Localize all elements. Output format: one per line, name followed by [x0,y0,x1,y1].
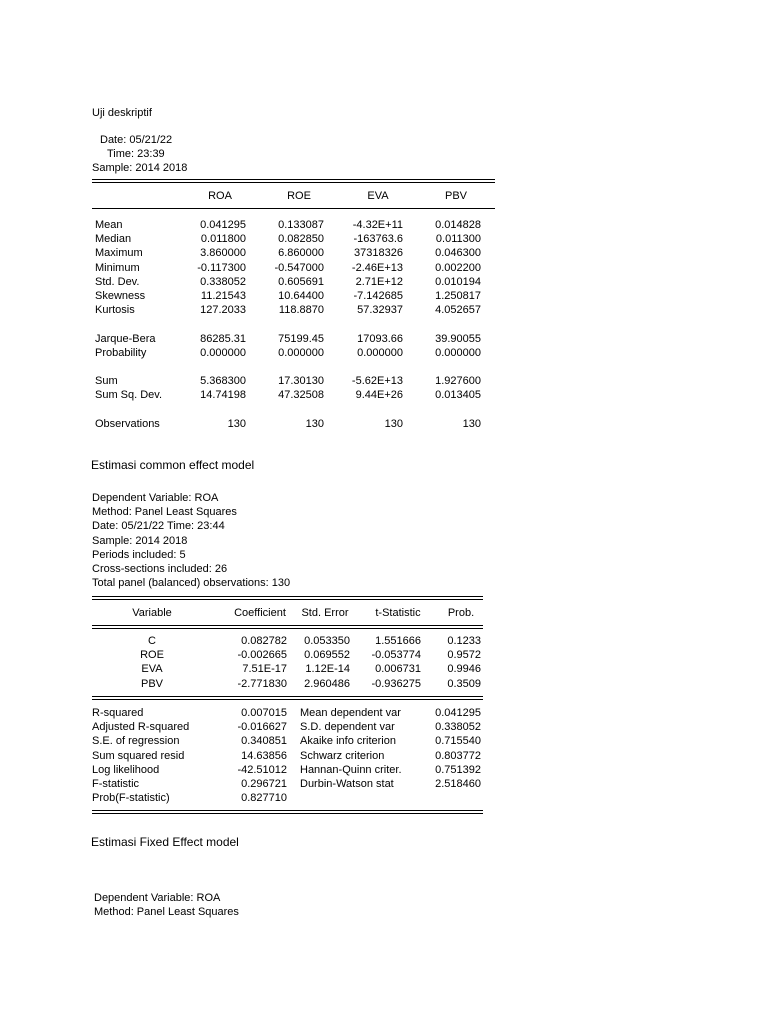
stat-label-left: R-squared [92,707,144,719]
stat-value: -4.32E+11 [352,219,403,231]
table2-bottom-rule [92,810,483,811]
column-header-roe: ROE [287,190,311,202]
stat-value: 0.046300 [435,247,481,260]
stat-label-right: Mean dependent var [300,707,401,719]
stat-value: 127.2033 [200,304,246,317]
stat-value: 3.860000 [200,247,246,260]
coef-variable: ROE [140,649,164,662]
stat-value: 75199.45 [278,332,324,345]
column-header-eva: EVA [367,190,389,202]
sample-label: Sample: 2014 2018 [92,162,188,174]
meta-line: Date: 05/21/22 Time: 23:44 [92,520,225,533]
stat-value: 0.133087 [278,219,324,231]
stat-label-right: S.D. dependent var [300,721,395,734]
table2-mid-rule [92,696,483,697]
prob-value: 0.3509 [447,677,481,690]
stat-value: 130 [384,417,403,430]
stat-value-right: 0.041295 [435,707,481,719]
stat-value: 0.010194 [435,275,481,288]
stat-value: 0.002200 [435,261,481,274]
stat-value: 0.013405 [435,389,481,402]
table2-bottom-rule-2 [92,813,483,814]
table2-top-rule-2 [92,599,483,600]
column-header-std-error: Std. Error [301,607,349,619]
stat-value: 17.30130 [278,375,324,388]
section2-heading: Estimasi common effect model [91,458,255,472]
stat-value-left: 0.007015 [241,707,287,719]
stat-label: Sum Sq. Dev. [95,389,163,402]
meta-line: Method: Panel Least Squares [92,506,237,519]
stat-label-left: Sum squared resid [92,749,185,762]
section3-heading: Estimasi Fixed Effect model [91,835,239,849]
column-header-coefficient: Coefficient [234,607,286,619]
stat-value-right: 0.338052 [435,721,481,734]
stat-value-left: 0.340851 [241,735,287,748]
meta-line: Total panel (balanced) observations: 130 [92,577,291,590]
stat-value: 39.90055 [435,332,481,345]
meta-line: Dependent Variable: ROA [94,892,221,904]
column-header-t-statistic: t-Statistic [375,607,421,619]
table2-mid-rule-2 [92,699,483,700]
table2-header-rule-2 [92,628,483,629]
stat-value: 0.082850 [278,233,324,246]
stat-value: 130 [462,417,481,430]
stat-label-left: Log likelihood [92,763,160,776]
date-label: Date: 05/21/22 [100,134,173,146]
stat-value-left: -42.51012 [237,763,287,776]
t-stat-value: 0.006731 [375,663,421,676]
table2-top-rule [92,596,483,597]
stat-label: Maximum [95,247,143,260]
stat-value: 0.011800 [200,233,246,246]
time-label: Time: 23:39 [107,148,165,160]
stat-value-left: -0.016627 [237,721,287,734]
stat-value: 0.014828 [435,219,481,231]
stat-label: Std. Dev. [95,275,140,288]
stat-label-left: F-statistic [92,778,140,790]
stat-label: Sum [95,375,118,388]
stat-value-left: 0.827710 [241,792,287,805]
stat-label: Skewness [95,290,146,302]
stat-value: 0.000000 [435,346,481,359]
stat-value: 0.338052 [200,275,246,288]
stat-value-left: 14.63856 [241,749,287,762]
stat-value-right: 2.518460 [435,778,481,790]
stat-value: 0.041295 [200,219,246,231]
stat-value: 4.052657 [435,304,481,317]
stat-value: 37318326 [354,247,403,260]
stat-value: 0.000000 [200,346,246,359]
coef-variable: C [148,635,156,647]
meta-line: Method: Panel Least Squares [94,906,239,919]
stat-label-right: Durbin-Watson stat [300,778,394,790]
meta-line: Cross-sections included: 26 [92,563,228,575]
std-error-value: 0.053350 [304,635,350,647]
stat-value: 14.74198 [200,389,246,402]
t-stat-value: -0.053774 [371,649,421,662]
stat-value: 1.927600 [435,375,481,388]
table1-top-rule-2 [92,182,495,183]
stat-value-right: 0.751392 [435,763,481,776]
stat-value: 47.32508 [278,389,324,402]
stat-value: 1.250817 [435,290,481,302]
std-error-value: 2.960486 [304,677,350,690]
prob-value: 0.9946 [447,663,481,676]
stat-value: 17093.66 [357,332,403,345]
column-header-prob: Prob. [447,607,475,619]
meta-line: Periods included: 5 [92,548,186,561]
stat-value: 2.71E+12 [355,275,403,288]
stat-label-right: Hannan-Quinn criter. [300,763,402,776]
table1-header-rule [92,208,495,209]
stat-label: Mean [95,219,123,231]
coef-value: -2.771830 [237,677,287,690]
stat-value: 5.368300 [200,375,246,388]
prob-value: 0.9572 [447,649,481,662]
std-error-value: 0.069552 [304,649,350,662]
stat-value: 9.44E+26 [355,389,403,402]
stat-label-right: Akaike info criterion [300,735,396,748]
stat-value: 10.64400 [278,290,324,302]
coef-value: 0.082782 [241,635,287,647]
stat-value: 0.000000 [278,346,324,359]
stat-value: -163763.6 [353,233,403,246]
stat-value: 130 [227,417,246,430]
stat-label: Jarque-Bera [95,332,156,345]
stat-label: Probability [95,346,147,359]
stat-value: 118.8870 [278,304,324,317]
stat-label: Median [95,233,132,246]
section1-heading: Uji deskriptif [92,107,152,119]
stat-value: 130 [305,417,324,430]
stat-label-right: Schwarz criterion [300,749,385,762]
stat-value: -0.117300 [197,261,246,274]
prob-value: 0.1233 [447,635,481,647]
stat-value: -7.142685 [353,290,403,302]
std-error-value: 1.12E-14 [305,663,350,676]
stat-label: Minimum [95,261,140,274]
stat-value: 0.000000 [357,346,403,359]
stat-value-right: 0.715540 [435,735,481,748]
stat-value: 11.21543 [200,290,246,302]
stat-value: 57.32937 [357,304,403,317]
column-header-pbv: PBV [444,190,467,202]
stat-label: Observations [95,417,160,430]
coef-variable: PBV [140,677,163,690]
coef-variable: EVA [141,663,163,676]
stat-label: Kurtosis [95,304,135,317]
stat-label-left: Adjusted R-squared [92,721,190,734]
stat-value: -0.547000 [274,261,324,274]
meta-line: Sample: 2014 2018 [92,534,188,547]
stat-value: 0.605691 [278,275,324,288]
table1-top-rule [92,179,495,180]
meta-line: Dependent Variable: ROA [92,492,219,504]
stat-value: -2.46E+13 [351,261,403,274]
coef-value: 7.51E-17 [242,663,287,676]
stat-value-right: 0.803772 [435,749,481,762]
t-stat-value: 1.551666 [375,635,421,647]
coef-value: -0.002665 [237,649,287,662]
stat-label-left: Prob(F-statistic) [92,792,170,805]
column-header-roa: ROA [208,190,232,202]
column-header-variable: Variable [132,607,172,619]
stat-value: 0.011300 [435,233,481,246]
stat-value: 86285.31 [200,332,246,345]
t-stat-value: -0.936275 [371,677,421,690]
stat-label-left: S.E. of regression [92,735,180,748]
stat-value: 6.860000 [278,247,324,260]
stat-value: -5.62E+13 [351,375,403,388]
stat-value-left: 0.296721 [241,778,287,790]
table2-header-rule [92,625,483,626]
